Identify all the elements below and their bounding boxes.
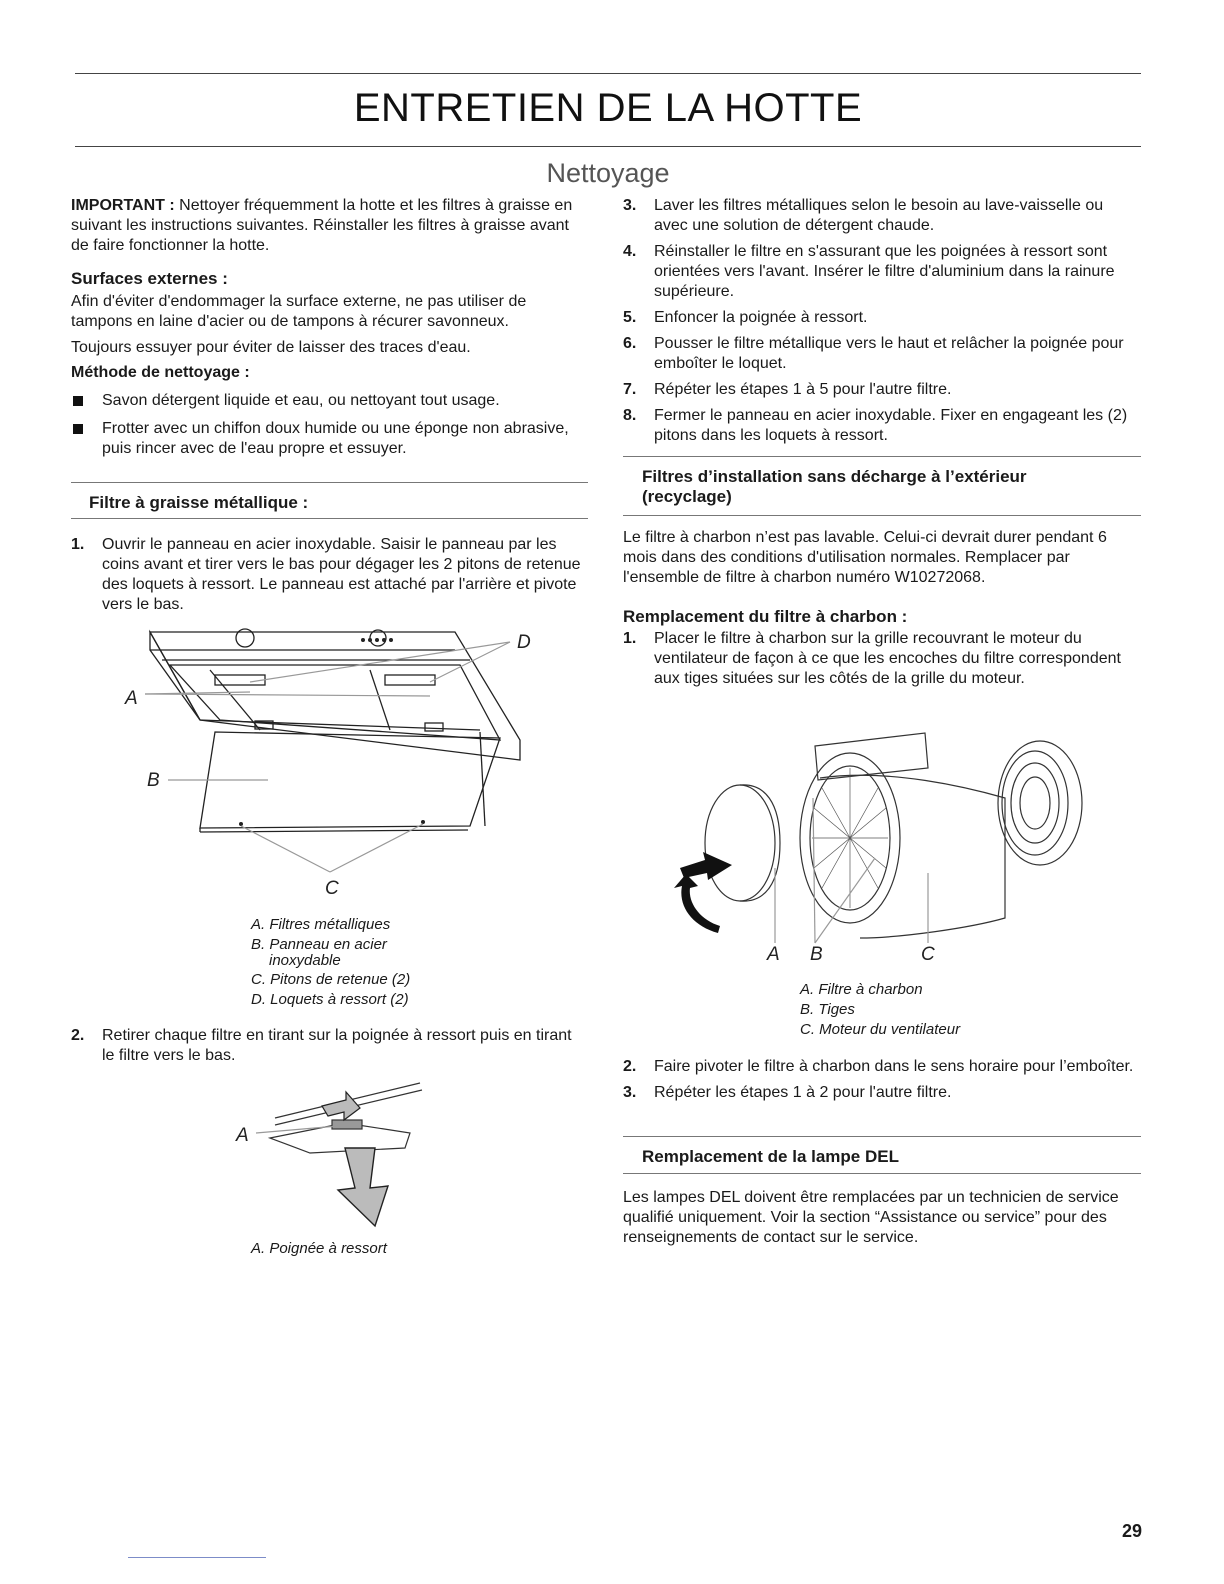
step-2	[71, 1026, 588, 1066]
step-text: Fermer le panneau en acier inoxydable. Fixer en engageant les (2) pitons dans les loquets à ressort.	[654, 407, 1128, 444]
lampe-heading: Remplacement de la lampe DEL	[642, 1147, 899, 1166]
fig2-caption: A. Poignée à ressort	[251, 1240, 387, 1257]
step-text: Répéter les étapes 1 à 5 pour l'autre filtre.	[654, 381, 952, 398]
step-text: Pousser le filtre métallique vers le haut et relâcher la poignée pour emboîter le loquet.	[654, 335, 1124, 372]
fig1-label-a: A	[125, 688, 138, 709]
surfaces-paragraph-2: Toujours essuyer pour éviter de laisser des traces d'eau.	[71, 339, 471, 356]
step-text: Réinstaller le filtre en s'assurant que les poignées à ressort sont orientées vers l'avant. Insérer le filtre d'aluminium dans la rainure supérieure.	[654, 243, 1115, 300]
important-text: Nettoyer fréquemment la hotte et les filtres à graisse en suivant les instructions suivantes. Réinstaller les filtres à graisse avant de faire fonctionner la hotte.	[71, 197, 573, 254]
step-number: 1.	[71, 536, 85, 553]
page-title: ENTRETIEN DE LA HOTTE	[353, 86, 863, 130]
fig3-label-a: A	[767, 944, 780, 965]
step-text: Répéter les étapes 1 à 2 pour l'autre filtre.	[654, 1084, 952, 1101]
step-text: Retirer chaque filtre en tirant sur la poignée à ressort puis en tirant le filtre vers le bas.	[102, 1027, 572, 1064]
fig1-caption-b: B. Panneau en acier	[251, 936, 387, 953]
step-text: Placer le filtre à charbon sur la grille recouvrant le moteur du ventilateur de façon à ce que les encoches du filtre correspondent aux tiges situées sur les côtés de la grille du moteur.	[654, 630, 1121, 687]
step-text: Enfoncer la poignée à ressort.	[654, 309, 868, 326]
filtre-box-top-rule	[71, 482, 588, 483]
list-item	[71, 1026, 588, 1066]
section-title: Nettoyage	[546, 158, 670, 188]
step-number: 6.	[623, 335, 637, 352]
bullet-text: Frotter avec un chiffon doux humide ou une éponge non abrasive, puis rincer avec de l'eau propre et essuyer.	[102, 420, 569, 457]
fig3-caption-b: B. Tiges	[800, 1001, 855, 1018]
step-number: 7.	[623, 381, 637, 398]
important-paragraph	[71, 196, 591, 256]
fig1-caption-b2: inoxydable	[269, 952, 341, 969]
recyclage-section	[623, 528, 1141, 689]
step-number: 3.	[623, 197, 637, 214]
charcoal-filter-illustration	[670, 728, 1100, 948]
step-text: Ouvrir le panneau en acier inoxydable. Saisir le panneau par les coins avant et tirer vers le bas pour dégager les 2 pitons de retenue des loquets à ressort. Le panneau est attaché par l'arrière et pivote vers le bas.	[102, 536, 581, 613]
lampe-box-top-rule	[623, 1136, 1141, 1137]
charbon-steps	[623, 1057, 1141, 1103]
filtre-heading: Filtre à graisse métallique :	[89, 493, 309, 512]
list-item	[623, 1057, 1141, 1077]
recyclage-heading: Filtres d’installation sans décharge à l’extérieur (recyclage)	[642, 467, 1027, 506]
surfaces-heading: Surfaces externes :	[71, 269, 228, 288]
list-item	[623, 380, 1141, 400]
fig1-label-d: D	[517, 632, 531, 653]
spring-handle-illustration	[250, 1078, 440, 1228]
fig2-label-a: A	[236, 1125, 249, 1146]
list-item	[71, 419, 591, 459]
page-number: 29	[1121, 1521, 1142, 1541]
list-item	[623, 334, 1141, 374]
lampe-box-bottom-rule	[623, 1173, 1141, 1174]
charbon-heading: Remplacement du filtre à charbon :	[623, 607, 908, 626]
step-text: Laver les filtres métalliques selon le besoin au lave-vaisselle ou avec une solution de détergent chaude.	[654, 197, 1104, 234]
lampe-section	[623, 1188, 1141, 1248]
important-label: IMPORTANT :	[71, 197, 175, 214]
list-item	[623, 629, 1141, 689]
fig3-label-b: B	[810, 944, 823, 965]
fig1-caption-a: A. Filtres métalliques	[251, 916, 391, 933]
list-item	[623, 242, 1141, 302]
step-number: 4.	[623, 243, 637, 260]
step-1	[71, 535, 588, 615]
fig1-label-b: B	[147, 770, 160, 791]
recyclage-box-top-rule	[623, 456, 1141, 457]
fig3-label-c: C	[921, 944, 935, 965]
list-item	[623, 196, 1141, 236]
hood-filter-illustration	[140, 620, 540, 900]
top-rule	[75, 73, 1141, 74]
fig1-label-c: C	[325, 878, 339, 899]
lampe-paragraph: Les lampes DEL doivent être remplacées par un technicien de service qualifié uniquement. Voir la section “Assistance ou service” pour des renseignements de contact sur le service.	[623, 1189, 1119, 1246]
recyclage-box-bottom-rule	[623, 515, 1141, 516]
title-rule	[75, 146, 1141, 147]
step-number: 8.	[623, 407, 637, 424]
footer-line	[128, 1557, 266, 1558]
fig3-caption-c: C. Moteur du ventilateur	[800, 1021, 961, 1038]
bullet-text: Savon détergent liquide et eau, ou nettoyant tout usage.	[102, 392, 500, 409]
filtre-box-bottom-rule	[71, 518, 588, 519]
right-steps	[623, 196, 1141, 446]
surfaces-paragraph-1: Afin d'éviter d'endommager la surface externe, ne pas utiliser de tampons en laine d'acier ou de tampons à récurer savonneux.	[71, 293, 527, 330]
list-item	[623, 1083, 1141, 1103]
step-number: 5.	[623, 309, 637, 326]
step-number: 2.	[623, 1058, 637, 1075]
fig1-caption-c: C. Pitons de retenue (2)	[251, 971, 411, 988]
list-item	[623, 406, 1141, 446]
list-item	[71, 535, 588, 615]
recyclage-paragraph: Le filtre à charbon n’est pas lavable. Celui-ci devrait durer pendant 6 mois dans des conditions d'utilisation normales. Remplacer par l'ensemble de filtre à charbon numéro W10272068.	[623, 529, 1107, 586]
step-text: Faire pivoter le filtre à charbon dans le sens horaire pour l’emboîter.	[654, 1058, 1134, 1075]
fig3-caption-a: A. Filtre à charbon	[800, 981, 923, 998]
step-number: 2.	[71, 1027, 85, 1044]
left-column	[71, 196, 591, 459]
list-item	[71, 391, 591, 411]
methode-heading: Méthode de nettoyage :	[71, 364, 250, 381]
list-item	[623, 308, 1141, 328]
bullet-square-icon	[73, 396, 83, 406]
step-number: 1.	[623, 630, 637, 647]
bullet-square-icon	[73, 424, 83, 434]
step-number: 3.	[623, 1084, 637, 1101]
fig1-caption-d: D. Loquets à ressort (2)	[251, 991, 409, 1008]
